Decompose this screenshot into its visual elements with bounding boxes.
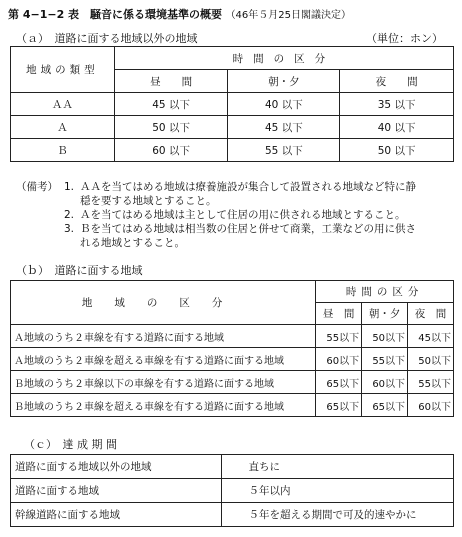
value-cell: 65以下 — [316, 371, 362, 394]
region-cell: Ｂ地域のうち２車線以下の車線を有する道路に面する地域 — [11, 371, 316, 394]
value-cell: 40 以下 — [340, 116, 454, 139]
period-header: 夜 間 — [340, 70, 454, 93]
value-cell: 55 以下 — [228, 139, 340, 162]
value-cell: 45 以下 — [114, 93, 228, 116]
note-num: 1. — [64, 181, 75, 193]
title-note: （46年５月25日閣議決定） — [225, 10, 352, 21]
table-c — [10, 454, 454, 527]
table-row — [11, 503, 454, 527]
unit-label: （単位：ホン） — [366, 32, 443, 45]
value-cell: 50以下 — [362, 325, 408, 348]
col-time-header: 時間の区分 — [316, 281, 454, 303]
region-type: Ａ — [11, 116, 115, 139]
note-line: 穏を要する地域とすること。 — [80, 195, 217, 207]
table-row — [11, 479, 454, 503]
note-item — [64, 208, 454, 222]
note-item — [64, 222, 454, 250]
note-line: Ａを当てはめる地域は主として住居の用に供される地域とすること。 — [80, 209, 406, 221]
value-cell: 65以下 — [362, 394, 408, 417]
period-header: 昼 間 — [316, 303, 362, 325]
section-c-label: （ｃ） 達 成 期 間 — [24, 438, 117, 451]
region-cell: Ａ地域のうち２車線を有する道路に面する地域 — [11, 325, 316, 348]
table-row — [11, 93, 454, 116]
table-row — [11, 325, 454, 348]
note-num: 2. — [64, 209, 75, 221]
value-cell: 50 以下 — [340, 139, 454, 162]
value-cell: 55以下 — [408, 371, 454, 394]
col-region-header: 地域の区分 — [11, 281, 316, 325]
table-a — [10, 46, 454, 162]
period-header: 朝・夕 — [228, 70, 340, 93]
table-row — [11, 394, 454, 417]
region-cell: Ｂ地域のうち２車線を超える車線を有する道路に面する地域 — [11, 394, 316, 417]
notes-head: （備考） — [16, 181, 58, 193]
table-b — [10, 280, 454, 417]
table-row — [11, 348, 454, 371]
value-cell: 55以下 — [362, 348, 408, 371]
period-cell: ５年以内 — [222, 479, 454, 503]
value-cell: 45以下 — [408, 325, 454, 348]
region-type: Ｂ — [11, 139, 115, 162]
note-num: 3. — [64, 223, 75, 235]
note-item — [64, 180, 454, 208]
value-cell: 50 以下 — [114, 116, 228, 139]
period-header: 昼 間 — [114, 70, 228, 93]
note-line: ＡＡを当てはめる地域は療養施設が集合して設置される地域など特に静 — [80, 181, 416, 193]
section-a-label: （ａ） 道路に面する地域以外の地域 — [16, 32, 198, 45]
value-cell: 40 以下 — [228, 93, 340, 116]
notes-list — [64, 180, 454, 250]
period-header: 朝・夕 — [362, 303, 408, 325]
period-cell: 直ちに — [222, 455, 454, 479]
table-row — [11, 116, 454, 139]
value-cell: 50以下 — [408, 348, 454, 371]
region-type: ＡＡ — [11, 93, 115, 116]
note-line: れる地域とすること。 — [80, 237, 185, 249]
value-cell: 60 以下 — [114, 139, 228, 162]
value-cell: 60以下 — [362, 371, 408, 394]
section-b-label: （ｂ） 道路に面する地域 — [16, 264, 143, 277]
value-cell: 45 以下 — [228, 116, 340, 139]
value-cell: 55以下 — [316, 325, 362, 348]
page-title — [8, 6, 351, 22]
value-cell: 60以下 — [316, 348, 362, 371]
table-title: 第 4−1−2 表 騒音に係る環境基準の概要 — [8, 8, 223, 21]
col-region-header: 地域の類型 — [11, 47, 115, 93]
note-line: Ｂを当てはめる地域は相当数の住居と併せて商業，工業などの用に供さ — [80, 223, 416, 235]
region-cell: 道路に面する地域 — [11, 479, 222, 503]
table-row — [11, 455, 454, 479]
period-header: 夜 間 — [408, 303, 454, 325]
period-cell: ５年を超える期間で可及的速やかに — [222, 503, 454, 527]
col-time-header: 時間の区分 — [114, 47, 453, 70]
table-row — [11, 139, 454, 162]
value-cell: 65以下 — [316, 394, 362, 417]
region-cell: 幹線道路に面する地域 — [11, 503, 222, 527]
region-cell: Ａ地域のうち２車線を超える車線を有する道路に面する地域 — [11, 348, 316, 371]
value-cell: 35 以下 — [340, 93, 454, 116]
region-cell: 道路に面する地域以外の地域 — [11, 455, 222, 479]
value-cell: 60以下 — [408, 394, 454, 417]
table-row — [11, 371, 454, 394]
